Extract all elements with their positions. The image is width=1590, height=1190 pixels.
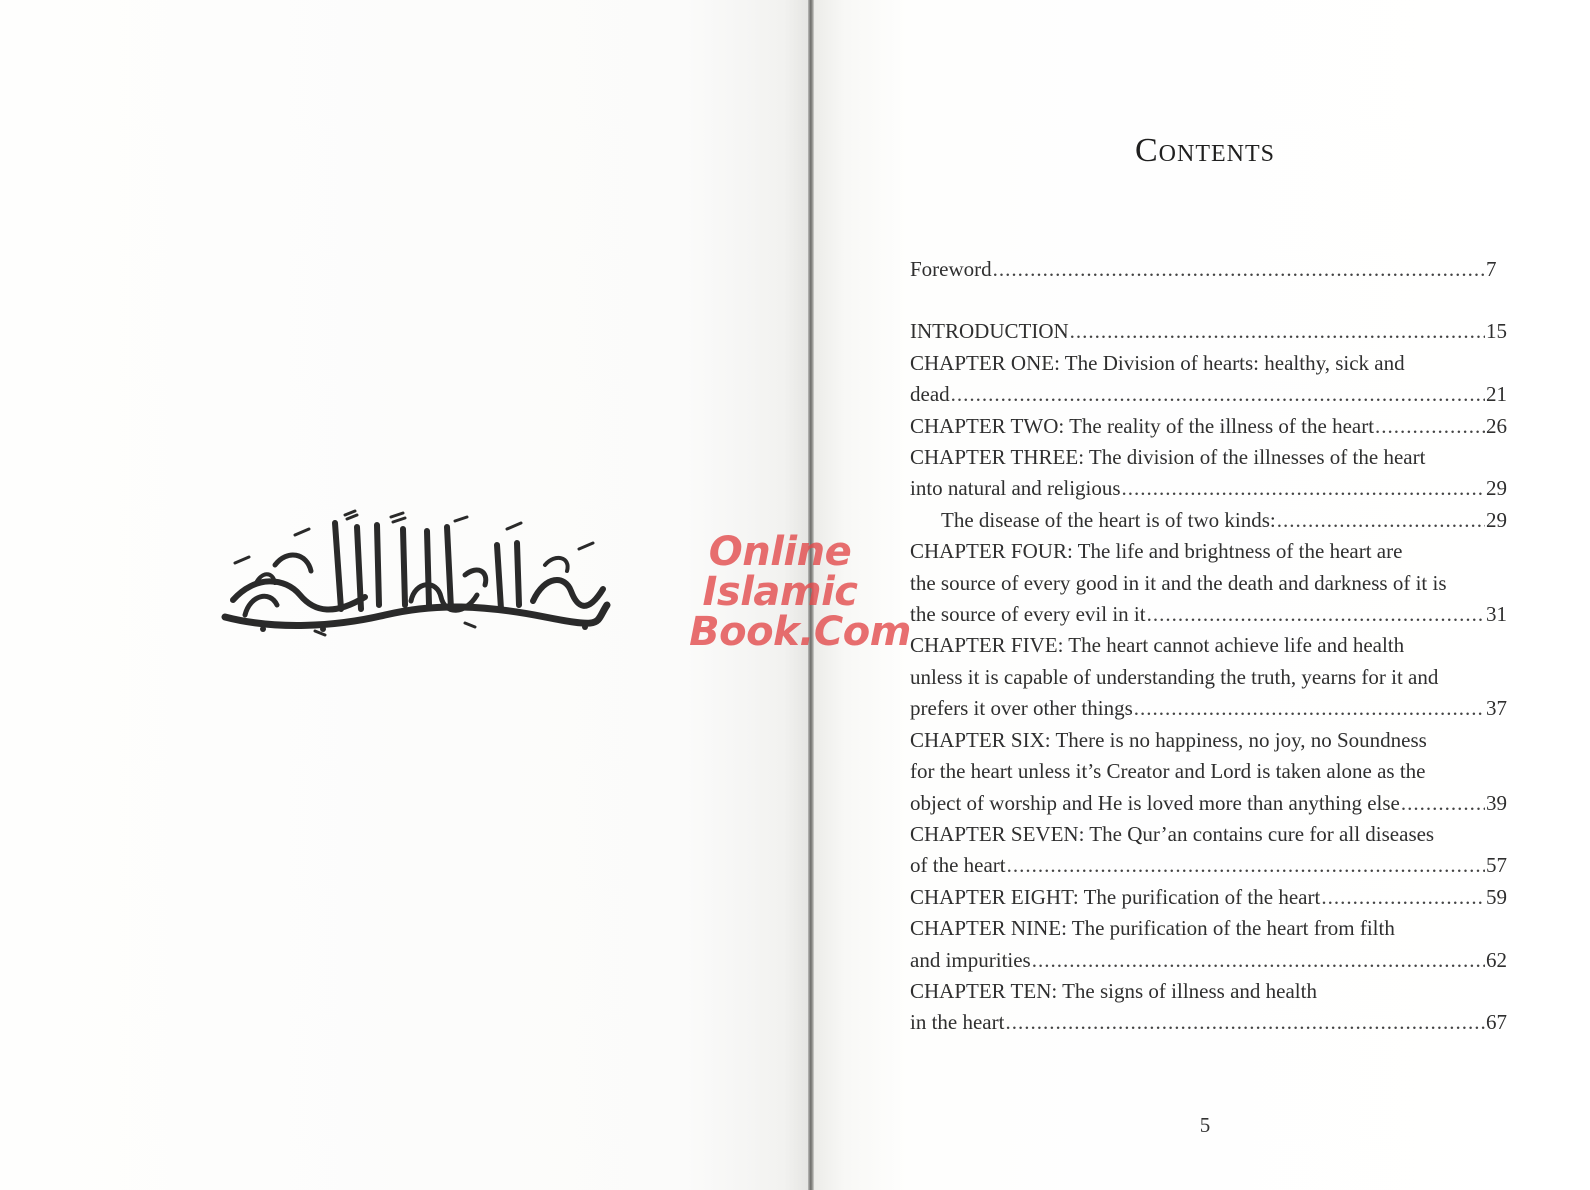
toc-entry-title: prefers it over other things <box>910 696 1133 721</box>
dot-leader <box>1122 473 1485 504</box>
toc-entry-title: The disease of the heart is of two kinds: <box>941 507 1276 532</box>
toc-entry-final-line <box>910 693 1510 724</box>
calligraphy-image <box>215 505 615 640</box>
toc-entry-title: dead <box>910 382 950 407</box>
dot-leader <box>951 379 1485 410</box>
toc-entry-title: in the heart <box>910 1010 1005 1035</box>
toc-entry-line: for the heart unless it’s Creator and Lord is taken alone as the <box>910 759 1426 784</box>
toc-entry[interactable] <box>910 976 1510 1039</box>
page-number: 5 <box>1199 1113 1211 1137</box>
toc-entry-final-line <box>910 882 1510 913</box>
toc-entry-final-line <box>910 788 1510 819</box>
toc-entry-title: CHAPTER TWO: The reality of the illness of the heart <box>910 413 1375 438</box>
dot-leader <box>1070 316 1485 347</box>
toc-entry-title: of the heart <box>910 853 1006 878</box>
toc-entry[interactable] <box>910 442 1510 505</box>
toc-page-number: 37 <box>1486 696 1507 721</box>
dot-leader <box>1321 882 1485 913</box>
toc-entry[interactable] <box>910 348 1510 411</box>
toc-page-number: 15 <box>1486 319 1507 344</box>
toc-entry[interactable] <box>910 913 1510 976</box>
toc-entry[interactable] <box>910 254 1510 285</box>
toc-entry[interactable] <box>910 819 1510 882</box>
toc-page-number: 29 <box>1486 507 1507 532</box>
toc-entry[interactable] <box>910 411 1510 442</box>
toc-entry[interactable] <box>910 630 1510 724</box>
toc-entry-title: the source of every evil in it <box>910 602 1146 627</box>
toc-entry-title: CHAPTER EIGHT: The purification of the heart <box>910 884 1321 909</box>
toc-entry-final-line <box>910 850 1510 881</box>
toc-entry-final-line <box>910 254 1510 285</box>
toc-page-number: 21 <box>1486 382 1507 407</box>
toc-entry[interactable] <box>910 316 1510 347</box>
toc-entry[interactable] <box>910 882 1510 913</box>
toc-entry-line: unless it is capable of understanding the truth, yearns for it and <box>910 664 1439 689</box>
toc-entry[interactable] <box>910 505 1510 536</box>
toc-entry-final-line <box>910 316 1510 347</box>
dot-leader <box>1375 411 1485 442</box>
toc-page-number: 31 <box>1486 602 1507 627</box>
toc-page-number: 39 <box>1486 790 1507 815</box>
toc-entry-title: into natural and religious <box>910 476 1121 501</box>
toc-page-number: 59 <box>1486 884 1507 909</box>
dot-leader <box>1007 850 1485 881</box>
toc-entry-line: CHAPTER SIX: There is no happiness, no joy, no Soundness <box>910 727 1427 752</box>
toc-entry-title: INTRODUCTION <box>910 319 1069 344</box>
toc-entry-line: CHAPTER THREE: The division of the illnesses of the heart <box>910 445 1426 470</box>
bismillah-calligraphy <box>215 505 615 640</box>
toc-entry-final-line <box>910 379 1510 410</box>
toc-entry-final-line <box>910 599 1510 630</box>
toc-page-number: 57 <box>1486 853 1507 878</box>
toc-entry-line: the source of every good in it and the death and darkness of it is <box>910 570 1447 595</box>
dot-leader <box>1277 505 1485 536</box>
toc-entry-final-line <box>910 945 1510 976</box>
toc-entry-line: CHAPTER TEN: The signs of illness and health <box>910 978 1317 1003</box>
toc-entry-final-line <box>910 505 1510 536</box>
table-of-contents <box>910 254 1510 1039</box>
toc-page-number: 29 <box>1486 476 1507 501</box>
toc-entry-title: object of worship and He is loved more than anything else <box>910 790 1400 815</box>
toc-page-number: 67 <box>1486 1010 1507 1035</box>
toc-entry-line: CHAPTER ONE: The Division of hearts: healthy, sick and <box>910 350 1405 375</box>
toc-entry-final-line <box>910 411 1510 442</box>
contents-title: Contents <box>1134 132 1275 169</box>
toc-page-number: 7 <box>1486 257 1497 281</box>
dot-leader <box>993 254 1485 285</box>
toc-entry-line: CHAPTER FIVE: The heart cannot achieve life and health <box>910 633 1405 658</box>
dot-leader <box>1147 599 1485 630</box>
toc-page-number: 62 <box>1486 947 1507 972</box>
toc-entry-line: CHAPTER FOUR: The life and brightness of the heart are <box>910 539 1403 564</box>
toc-entry[interactable] <box>910 725 1510 819</box>
watermark-line-2: Book.Com <box>689 609 911 655</box>
watermark <box>630 529 930 655</box>
toc-entry-final-line <box>910 473 1510 504</box>
toc-entry-line: CHAPTER SEVEN: The Qur’an contains cure for all diseases <box>910 821 1435 846</box>
toc-page-number: 26 <box>1486 413 1507 438</box>
dot-leader <box>1401 788 1485 819</box>
dot-leader <box>1032 945 1485 976</box>
dot-leader <box>1005 1007 1485 1038</box>
toc-entry-title: and impurities <box>910 947 1031 972</box>
dot-leader <box>1134 693 1485 724</box>
toc-entry[interactable] <box>910 536 1510 630</box>
toc-entry-title: Foreword <box>910 257 992 281</box>
toc-entry-final-line <box>910 1007 1510 1038</box>
toc-gap <box>910 285 1510 316</box>
toc-entry-line: CHAPTER NINE: The purification of the heart from filth <box>910 916 1395 941</box>
watermark-line-1: Online Islamic <box>702 529 858 615</box>
